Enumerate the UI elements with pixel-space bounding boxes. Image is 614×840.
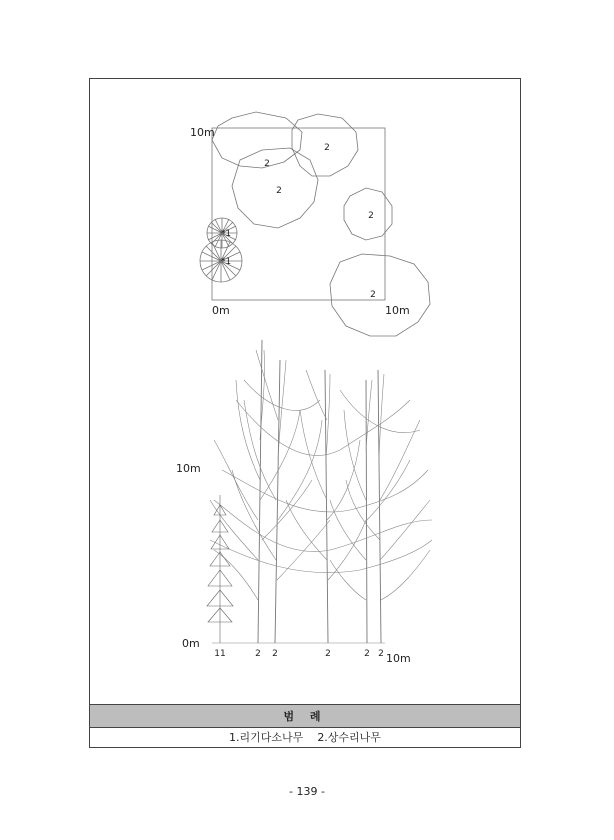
elevation-tree-marker: 2 [378,649,384,659]
elevation-tree-marker: 2 [255,649,261,659]
plan-plot-boundary [212,128,385,300]
page-number: - 139 - [289,785,325,798]
plan-crown-label: 2 [370,290,376,300]
elevation-label-10m-right: 10m [386,652,411,665]
plan-axis-labels [190,126,410,317]
plan-view [200,112,430,336]
elevation-tree-marker: 2 [325,649,331,659]
elevation-tree-marker: 11 [214,649,226,659]
plan-label-0m: 0m [212,304,230,317]
elevation-label-0m: 0m [182,637,200,650]
elevation-view [207,340,432,643]
plan-crown-outline [232,148,318,228]
plan-crown-outline [212,112,302,168]
elevation-tree-markers [214,649,384,659]
elevation-axis-labels [176,462,411,665]
elevation-tree-marker: 2 [272,649,278,659]
plan-crown-label: *1 [220,257,232,267]
plan-crown-outline [330,254,430,336]
elevation-oak-crowns [210,350,432,600]
plan-label-10m-top: 10m [190,126,215,139]
plan-crown-label: 2 [264,159,270,169]
legend-item-sawtooth-oak: 2.상수리나무 [317,731,381,744]
elevation-pine-sapling [207,495,233,643]
elevation-tree-marker: 2 [364,649,370,659]
plan-crown-label: *1 [220,229,232,239]
legend-title: 범 례 [90,704,520,728]
plan-crown-label: 2 [324,143,330,153]
plan-crown-label: 2 [368,211,374,221]
elevation-label-10m: 10m [176,462,201,475]
legend-item-rigida-pine: 1.리기다소나무 [229,731,304,744]
plan-label-10m-right: 10m [385,304,410,317]
plan-crown-label: 2 [276,186,282,196]
